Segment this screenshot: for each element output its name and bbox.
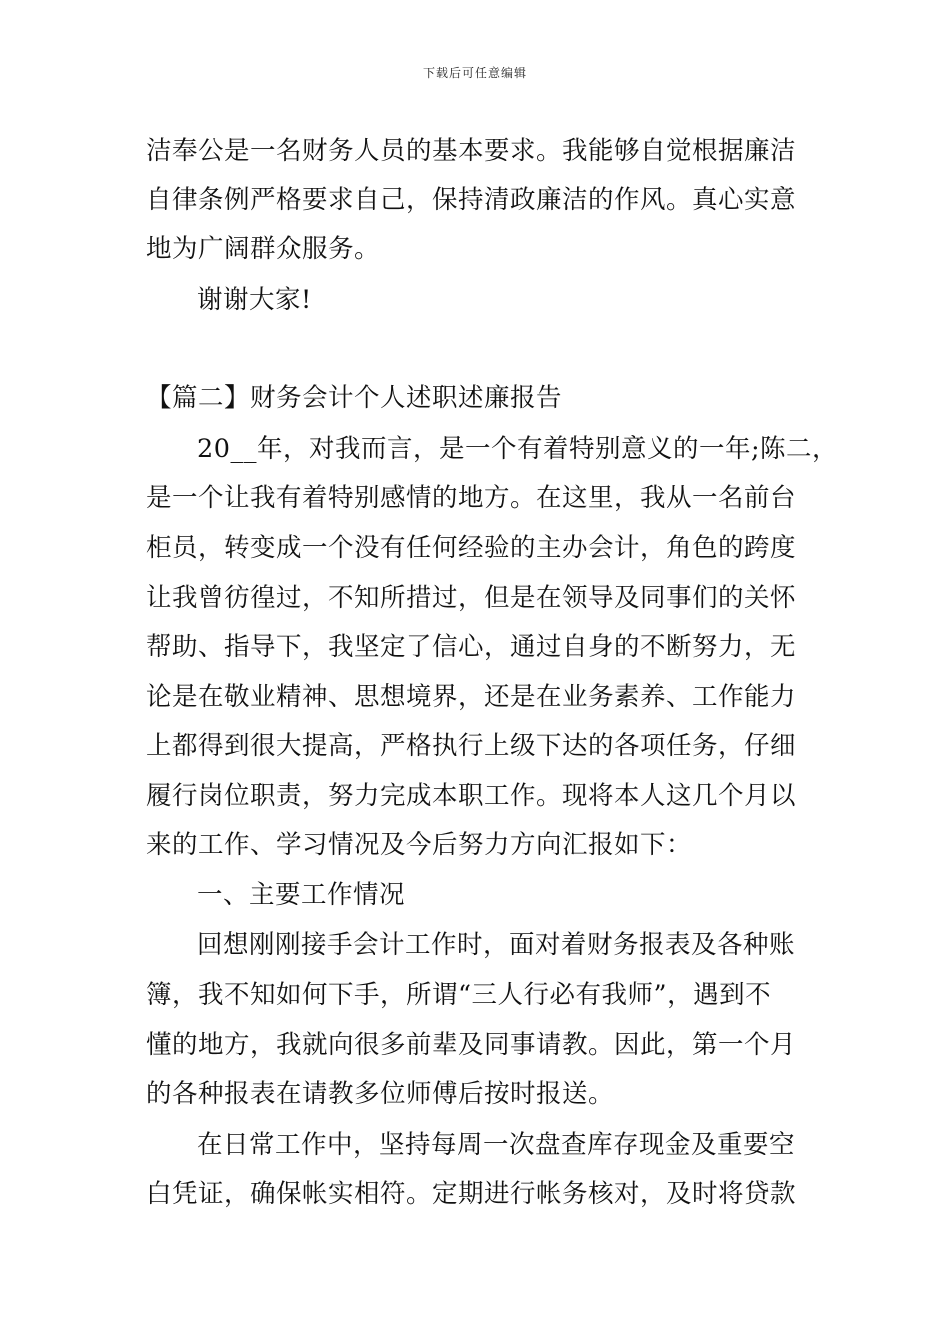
paragraph-line: 履行岗位职责，努力完成本职工作。现将本人这几个月以 bbox=[146, 781, 797, 811]
paragraph-line: 的各种报表在请教多位师傅后按时报送。 bbox=[146, 1079, 615, 1109]
subsection-heading: 一、主要工作情况 bbox=[197, 880, 406, 910]
closing-thanks: 谢谢大家! bbox=[197, 285, 312, 315]
paragraph-line: 论是在敬业精神、思想境界，还是在业务素养、工作能力 bbox=[146, 682, 797, 712]
section-heading: 【篇二】财务会计个人述职述廉报告 bbox=[146, 383, 563, 413]
page-header-note: 下载后可任意编辑 bbox=[422, 66, 527, 80]
paragraph-line: 自律条例严格要求自己，保持清政廉洁的作风。真心实意 bbox=[146, 185, 797, 215]
paragraph-line: 白凭证，确保帐实相符。定期进行帐务核对，及时将贷款 bbox=[146, 1179, 797, 1209]
paragraph-line: 懂的地方，我就向很多前辈及同事请教。因此，第一个月 bbox=[146, 1030, 797, 1060]
paragraph-line: 洁奉公是一名财务人员的基本要求。我能够自觉根据廉洁 bbox=[146, 136, 797, 166]
paragraph-line: 簿，我不知如何下手，所谓“三人行必有我师”，遇到不 bbox=[146, 980, 772, 1010]
paragraph-line: 帮助、指导下，我坚定了信心，通过自身的不断努力，无 bbox=[146, 632, 797, 662]
paragraph-line: 是一个让我有着特别感情的地方。在这里，我从一名前台 bbox=[146, 483, 797, 513]
paragraph-line: 让我曾彷徨过，不知所措过，但是在领导及同事们的关怀 bbox=[146, 583, 797, 613]
paragraph-line: 地为广阔群众服务。 bbox=[146, 234, 381, 264]
paragraph-line: 在日常工作中，坚持每周一次盘查库存现金及重要空 bbox=[197, 1130, 796, 1160]
paragraph-line: 20__年，对我而言，是一个有着特别意义的一年;陈二， bbox=[197, 434, 839, 464]
paragraph-line: 回想刚刚接手会计工作时，面对着财务报表及各种账 bbox=[197, 930, 796, 960]
paragraph-line: 上都得到很大提高，严格执行上级下达的各项任务，仔细 bbox=[146, 731, 797, 761]
paragraph-line: 柜员，转变成一个没有任何经验的主办会计，角色的跨度 bbox=[146, 533, 797, 563]
paragraph-line: 来的工作、学习情况及今后努力方向汇报如下： bbox=[146, 830, 693, 860]
